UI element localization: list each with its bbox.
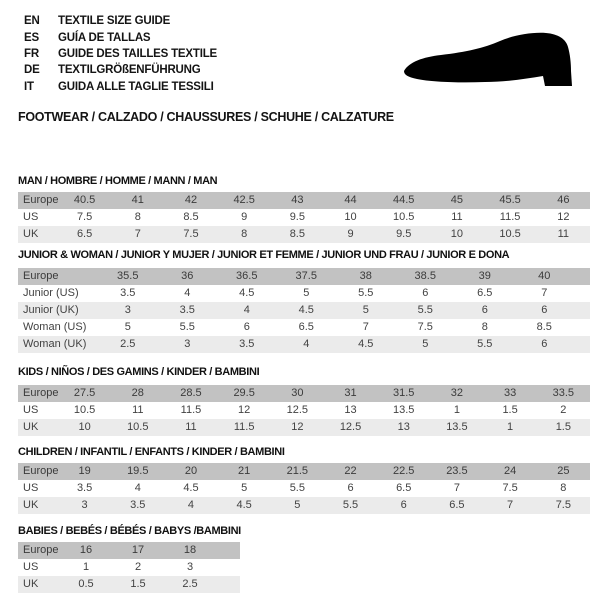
size-cell: 7 — [111, 226, 164, 243]
size-cell: 10 — [430, 226, 483, 243]
size-cell: 25 — [537, 463, 590, 480]
size-cell: 7 — [362, 321, 369, 333]
language-row — [24, 29, 217, 45]
size-cell: 2.5 — [164, 576, 216, 593]
size-cell: 8.5 — [271, 226, 324, 243]
size-cell: 5.5 — [289, 482, 305, 494]
size-cell: 4 — [164, 497, 217, 514]
size-cell — [574, 268, 590, 285]
table-row — [18, 480, 590, 497]
size-cell: 33.5 — [537, 385, 590, 402]
table-row — [18, 463, 590, 480]
size-cell: 21 — [218, 463, 271, 480]
size-cell: 38.5 — [396, 268, 456, 285]
size-cell: 21.5 — [271, 463, 324, 480]
language-list — [24, 13, 217, 95]
size-cell: 7.5 — [537, 497, 590, 514]
size-cell: 32 — [430, 385, 483, 402]
size-cell: 6 — [377, 497, 430, 514]
size-cell: 7 — [541, 287, 548, 299]
size-section — [18, 525, 241, 593]
table-row — [18, 542, 240, 559]
table-row — [18, 402, 590, 419]
row-label-cell: UK — [18, 576, 60, 593]
size-cell: 1 — [82, 561, 90, 573]
size-cell: 5 — [241, 482, 248, 494]
size-cell: 9 — [241, 211, 248, 223]
size-cell — [574, 319, 590, 336]
size-cell: 23.5 — [430, 463, 483, 480]
size-cell: 4.5 — [239, 287, 255, 299]
size-cell: 5 — [271, 497, 324, 514]
size-cell: 19 — [58, 463, 111, 480]
size-cell: 12.5 — [324, 419, 377, 436]
language-label: GUIDE DES TAILLES TEXTILE — [58, 47, 217, 60]
size-section — [18, 446, 590, 514]
table-row — [18, 319, 590, 336]
size-cell: 6 — [243, 321, 250, 333]
size-cell: 3.5 — [158, 302, 218, 319]
size-cell: 12 — [271, 419, 324, 436]
size-cell: 13 — [377, 419, 430, 436]
size-cell: 13.5 — [393, 404, 415, 416]
size-cell: 10.5 — [393, 211, 415, 223]
size-cell: 6.5 — [477, 287, 493, 299]
size-cell: 6 — [347, 482, 354, 494]
size-cell: 35.5 — [98, 268, 158, 285]
row-label-cell: Europe — [18, 268, 98, 285]
language-row — [24, 62, 217, 78]
size-cell: 3 — [158, 336, 218, 353]
size-cell: 8 — [481, 321, 488, 333]
language-code: IT — [24, 80, 34, 93]
size-cell: 6.5 — [430, 497, 483, 514]
dress-shoe-icon — [396, 31, 592, 95]
size-cell: 36.5 — [217, 268, 277, 285]
size-cell: 6 — [515, 302, 575, 319]
language-code: EN — [24, 15, 40, 28]
language-label: GUÍA DE TALLAS — [58, 31, 151, 44]
language-label: GUIDA ALLE TAGLIE TESSILI — [58, 80, 214, 93]
size-cell: 4 — [217, 302, 277, 319]
size-cell: 5.5 — [179, 321, 195, 333]
size-cell: 10 — [58, 419, 111, 436]
table-row — [18, 209, 590, 226]
size-cell: 44.5 — [377, 192, 430, 209]
row-label-cell: US — [23, 561, 39, 573]
language-code: ES — [24, 31, 39, 44]
size-cell — [216, 576, 240, 593]
size-cell: 27.5 — [58, 385, 111, 402]
size-cell — [574, 336, 590, 353]
size-section — [18, 175, 590, 243]
size-cell: 28.5 — [164, 385, 217, 402]
size-cell: 43 — [271, 192, 324, 209]
size-cell: 30 — [271, 385, 324, 402]
size-cell: 11 — [164, 419, 217, 436]
size-cell: 11 — [537, 226, 590, 243]
category-line: FOOTWEAR / CALZADO / CHAUSSURES / SCHUHE / CALZATURE — [18, 110, 394, 124]
size-cell: 10 — [344, 211, 357, 223]
size-cell: 8.5 — [183, 211, 199, 223]
size-cell: 1.5 — [112, 576, 164, 593]
size-cell: 3 — [58, 497, 111, 514]
size-cell: 46 — [537, 192, 590, 209]
row-label-cell: US — [23, 211, 39, 223]
table-row — [18, 419, 590, 436]
size-cell: 13 — [344, 404, 357, 416]
size-cell: 8 — [134, 211, 141, 223]
size-cell: 4.5 — [336, 336, 396, 353]
table-row — [18, 226, 590, 243]
size-cell: 6.5 — [298, 321, 314, 333]
size-cell: 6 — [515, 336, 575, 353]
size-cell: 33 — [484, 385, 537, 402]
section-title: JUNIOR & WOMAN / JUNIOR Y MUJER / JUNIOR ET FEMME / JUNIOR UND FRAU / JUNIOR E DONA — [18, 249, 510, 261]
size-cell: 4.5 — [218, 497, 271, 514]
size-cell: 4.5 — [277, 302, 337, 319]
size-cell: 4 — [184, 287, 191, 299]
size-cell: 4 — [277, 336, 337, 353]
size-cell: 4 — [134, 482, 141, 494]
size-cell: 6 — [455, 302, 515, 319]
language-label: TEXTILGRÖßENFÜHRUNG — [58, 64, 201, 77]
size-cell: 4.5 — [183, 482, 199, 494]
row-label-cell: UK — [18, 497, 58, 514]
size-cell: 11.5 — [499, 211, 521, 223]
size-cell: 28 — [111, 385, 164, 402]
size-table — [18, 268, 590, 353]
size-cell: 31 — [324, 385, 377, 402]
size-cell: 9.5 — [377, 226, 430, 243]
size-cell: 5 — [124, 321, 131, 333]
row-label-cell: US — [23, 482, 39, 494]
table-row — [18, 576, 240, 593]
size-cell: 3 — [98, 302, 158, 319]
table-row — [18, 497, 590, 514]
row-label-cell: UK — [18, 419, 58, 436]
size-cell: 5.5 — [358, 287, 374, 299]
size-cell: 16 — [60, 542, 112, 559]
size-cell: 40 — [515, 268, 575, 285]
row-label-cell: Europe — [18, 542, 60, 559]
size-cell: 8 — [560, 482, 567, 494]
size-cell: 11.5 — [218, 419, 271, 436]
table-row — [18, 285, 590, 302]
size-cell: 6.5 — [396, 482, 412, 494]
section-title: MAN / HOMBRE / HOMME / MANN / MAN — [18, 175, 218, 187]
size-cell: 41 — [111, 192, 164, 209]
size-cell: 11.5 — [180, 404, 202, 416]
language-label: TEXTILE SIZE GUIDE — [58, 15, 171, 28]
section-title: BABIES / BEBÉS / BÉBÉS / BABYS /BAMBINI — [18, 525, 241, 537]
size-cell: 1 — [484, 419, 537, 436]
table-row — [18, 559, 240, 576]
size-cell: 1.5 — [502, 404, 518, 416]
size-table — [18, 192, 590, 243]
size-cell: 5.5 — [455, 336, 515, 353]
size-cell: 11 — [451, 211, 463, 223]
size-cell: 31.5 — [377, 385, 430, 402]
size-cell: 19.5 — [111, 463, 164, 480]
size-cell: 7.5 — [164, 226, 217, 243]
size-cell: 3 — [186, 561, 194, 573]
size-table — [18, 463, 590, 514]
size-cell: 7.5 — [76, 211, 93, 223]
size-cell: 7.5 — [502, 482, 518, 494]
section-title: KIDS / NIÑOS / DES GAMINS / KINDER / BAMBINI — [18, 366, 260, 378]
table-row — [18, 192, 590, 209]
table-row — [18, 268, 590, 285]
size-cell: 22 — [324, 463, 377, 480]
language-row — [24, 79, 217, 95]
size-cell: 45 — [430, 192, 483, 209]
size-cell: 5.5 — [324, 497, 377, 514]
size-cell: 5 — [396, 336, 456, 353]
size-section — [18, 249, 590, 353]
size-cell: 45.5 — [484, 192, 537, 209]
size-cell: 3.5 — [111, 497, 164, 514]
size-cell: 7 — [484, 497, 537, 514]
size-cell — [574, 285, 590, 302]
size-cell: 17 — [112, 542, 164, 559]
size-cell: 12 — [557, 211, 570, 223]
row-label-cell: US — [23, 404, 39, 416]
size-cell: 2 — [560, 404, 567, 416]
size-cell — [574, 302, 590, 319]
size-cell: 39 — [455, 268, 515, 285]
size-cell: 1.5 — [537, 419, 590, 436]
size-cell: 12 — [238, 404, 251, 416]
size-cell: 6.5 — [58, 226, 111, 243]
language-code: DE — [24, 64, 40, 77]
size-cell: 9 — [324, 226, 377, 243]
size-cell: 9.5 — [289, 211, 305, 223]
size-cell: 2.5 — [98, 336, 158, 353]
size-cell: 8 — [218, 226, 271, 243]
size-cell: 37.5 — [277, 268, 337, 285]
size-cell: 42.5 — [218, 192, 271, 209]
size-cell: 7.5 — [417, 321, 433, 333]
size-cell: 5 — [303, 287, 310, 299]
size-cell: 10.5 — [111, 419, 164, 436]
size-cell: 24 — [484, 463, 537, 480]
row-label-cell: UK — [18, 226, 58, 243]
language-row — [24, 46, 217, 62]
size-cell: 13.5 — [430, 419, 483, 436]
size-cell: 38 — [336, 268, 396, 285]
table-row — [18, 385, 590, 402]
size-cell: 29.5 — [218, 385, 271, 402]
size-section — [18, 366, 590, 436]
row-label-cell: Junior (US) — [23, 287, 79, 299]
section-title: CHILDREN / INFANTIL / ENFANTS / KINDER / BAMBINI — [18, 446, 285, 458]
size-cell: 5.5 — [396, 302, 456, 319]
row-label-cell: Europe — [18, 192, 58, 209]
language-code: FR — [24, 47, 39, 60]
size-cell: 2 — [134, 561, 142, 573]
size-table — [18, 385, 590, 436]
size-cell: 12.5 — [286, 404, 309, 416]
size-cell: 10.5 — [484, 226, 537, 243]
size-cell: 1 — [453, 404, 460, 416]
size-cell: 18 — [164, 542, 216, 559]
size-cell — [216, 559, 240, 576]
size-cell: 3.5 — [120, 287, 136, 299]
size-cell: 8.5 — [536, 321, 552, 333]
size-cell: 40.5 — [58, 192, 111, 209]
row-label-cell: Europe — [18, 463, 58, 480]
language-row — [24, 13, 217, 29]
table-row — [18, 336, 590, 353]
row-label-cell: Europe — [18, 385, 58, 402]
size-cell: 36 — [158, 268, 218, 285]
size-cell: 5 — [336, 302, 396, 319]
size-cell — [216, 542, 240, 559]
size-cell: 44 — [324, 192, 377, 209]
size-cell: 3.5 — [76, 482, 93, 494]
size-cell: 20 — [164, 463, 217, 480]
size-table — [18, 542, 240, 593]
size-cell: 11 — [132, 404, 144, 416]
row-label-cell: Woman (UK) — [18, 336, 98, 353]
size-cell: 22.5 — [377, 463, 430, 480]
table-row — [18, 302, 590, 319]
size-cell: 6 — [422, 287, 429, 299]
size-cell: 42 — [164, 192, 217, 209]
size-cell: 10.5 — [73, 404, 96, 416]
size-cell: 7 — [453, 482, 460, 494]
row-label-cell: Junior (UK) — [18, 302, 98, 319]
row-label-cell: Woman (US) — [23, 321, 87, 333]
size-cell: 3.5 — [217, 336, 277, 353]
size-cell: 0.5 — [60, 576, 112, 593]
